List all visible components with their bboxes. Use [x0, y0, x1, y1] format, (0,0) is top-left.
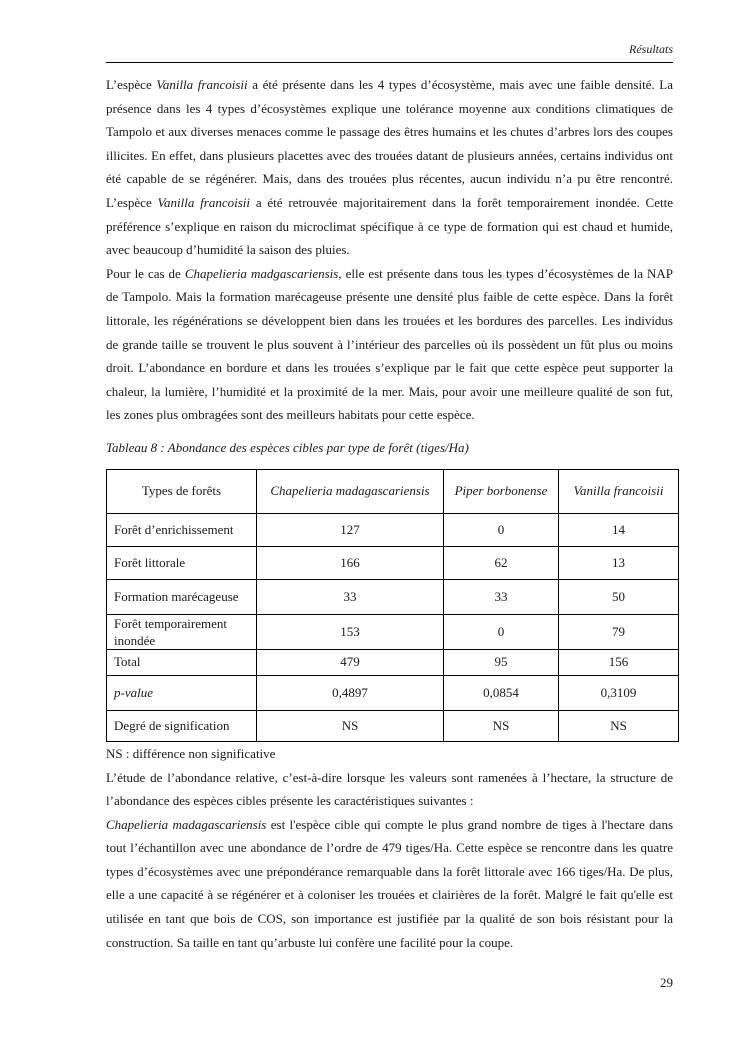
- table-cell: 14: [559, 513, 679, 546]
- table-cell: 479: [257, 649, 444, 675]
- header-piper: Piper borbonense: [444, 469, 559, 513]
- paragraph-vanilla: [106, 73, 673, 262]
- text-run: est l'espèce cible qui compte le plus grand nombre de tiges à l'hectare dans tout l’échantillon avec une abondance de l’ordre de 479 tiges/Ha. Cette espèce se rencontre dans les quatre types d’écosystèmes avec une prépondérance remarquable dans la forêt littorale avec 166 tiges/Ha. De plus, elle a une capacité à se régénérer et à coloniser les trouées et clairières de la forêt. Malgré le fait qu'elle est utilisée en tant que bois de COS, son importance est justifiée par la qualité de son bois résistant pour la construction. Sa taille en tant qu’arbuste lui confère une facilité pour la coupe.: [106, 816, 673, 950]
- row-label: Forêt temporairement inondée: [107, 614, 257, 649]
- table-header-row: [107, 469, 679, 513]
- page-number: 29: [660, 975, 673, 990]
- row-label: Total: [107, 649, 257, 675]
- table-row-total: [107, 649, 679, 675]
- header-section-title: Résultats: [629, 42, 673, 56]
- table-cell: 156: [559, 649, 679, 675]
- table-cell: 153: [257, 614, 444, 649]
- paragraph-relative-abundance: L’étude de l’abondance relative, c’est-à-dire lorsque les valeurs sont ramenées à l’hectare, la structure de l’abondance des espèces cibles présente les caractéristiques suivantes :: [106, 769, 673, 809]
- table-cell: 33: [444, 579, 559, 614]
- table-footnote: NS : différence non significative: [106, 745, 276, 761]
- table-cell: 0: [444, 614, 559, 649]
- row-label: Formation marécageuse: [107, 579, 257, 614]
- table-row: [107, 546, 679, 579]
- table-cell: 0,0854: [444, 675, 559, 710]
- table-cell: 79: [559, 614, 679, 649]
- table-row-significance: [107, 710, 679, 741]
- text-run: a été retrouvée majoritairement dans la forêt temporairement inondée. Cette préférence s’explique en raison du microclimat spécifique à ce type de formation qui est chaud et humide, avec beaucoup d’humidité la saison des pluies.: [106, 194, 673, 258]
- paragraph-chapelieria-abundance: [106, 813, 673, 955]
- running-header: [106, 42, 673, 63]
- table-row: [107, 614, 679, 649]
- table-cell: 50: [559, 579, 679, 614]
- table-caption: Tableau 8 : Abondance des espèces cibles par type de forêt (tiges/Ha): [106, 439, 469, 455]
- text-run: Pour le cas de: [106, 265, 185, 281]
- species-name: Vanilla francoisii: [156, 77, 248, 92]
- text-run: , elle est présente dans tous les types d’écosystèmes de la NAP de Tampolo. Mais la formation marécageuse présente une densité plus faible de cette espèce. Dans la forêt littorale, les régénérations se développent bien dans les trouées et les bordures des parcelles. Les individus de grande taille se trouvent le plus souvent à l’intérieur des parcelles où ils possèdent un fût plus ou moins droit. L’abondance en bordure et dans les trouées s’explique par le fait que cette espèce peut supporter la chaleur, la lumière, l’humidité et la proximité de la mer. Mais, pour avoir une meilleure qualité de son fut, les zones plus ombragées sont des meilleurs habitats pour cette espèce.: [106, 265, 673, 423]
- row-label: Degré de signification: [107, 710, 257, 741]
- row-label: Forêt d’enrichissement: [107, 513, 257, 546]
- text-run: a été présente dans les 4 types d’écosystème, mais avec une faible densité. La présence dans les 4 types d’écosystèmes explique une tolérance moyenne aux conditions climatiques de Tampolo et aux diverses menaces comme le passage des êtres humains et les chutes d’arbres lors des coupes illicites. En effet, dans plusieurs placettes avec des trouées datant de plusieurs années, certains individus ont été capable de se régénérer. Mais, dans des trouées plus récentes, aucun individu n’a pu être rencontré. L’espèce: [106, 77, 674, 210]
- table-row-pvalue: [107, 675, 679, 710]
- row-label: p-value: [107, 675, 257, 710]
- species-name: Chapelieria madagascariensis: [106, 816, 267, 832]
- table-cell: NS: [559, 710, 679, 741]
- table-cell: 95: [444, 649, 559, 675]
- species-name: Vanilla francoisii: [157, 194, 251, 210]
- row-label: Forêt littorale: [107, 546, 257, 579]
- table-cell: 33: [257, 579, 444, 614]
- header-chapelieria: Chapelieria madagascariensis: [257, 469, 444, 513]
- page-content: [106, 73, 673, 954]
- table-cell: 166: [257, 546, 444, 579]
- header-forest-type: Types de forêts: [107, 469, 257, 513]
- table-cell: 62: [444, 546, 559, 579]
- table-cell: 0,3109: [559, 675, 679, 710]
- table-cell: 0,4897: [257, 675, 444, 710]
- species-name: Chapelieria madgascariensis: [184, 265, 339, 281]
- header-vanilla: Vanilla francoisii: [559, 469, 679, 513]
- table-cell: NS: [257, 710, 444, 741]
- table-cell: 127: [257, 513, 444, 546]
- table-row: [107, 579, 679, 614]
- abundance-table: [106, 469, 679, 742]
- table-cell: NS: [444, 710, 559, 741]
- table-cell: 13: [559, 546, 679, 579]
- table-row: [107, 513, 679, 546]
- paragraph-chapelieria: [106, 262, 673, 427]
- text-run: L’espèce: [106, 77, 157, 92]
- table-cell: 0: [444, 513, 559, 546]
